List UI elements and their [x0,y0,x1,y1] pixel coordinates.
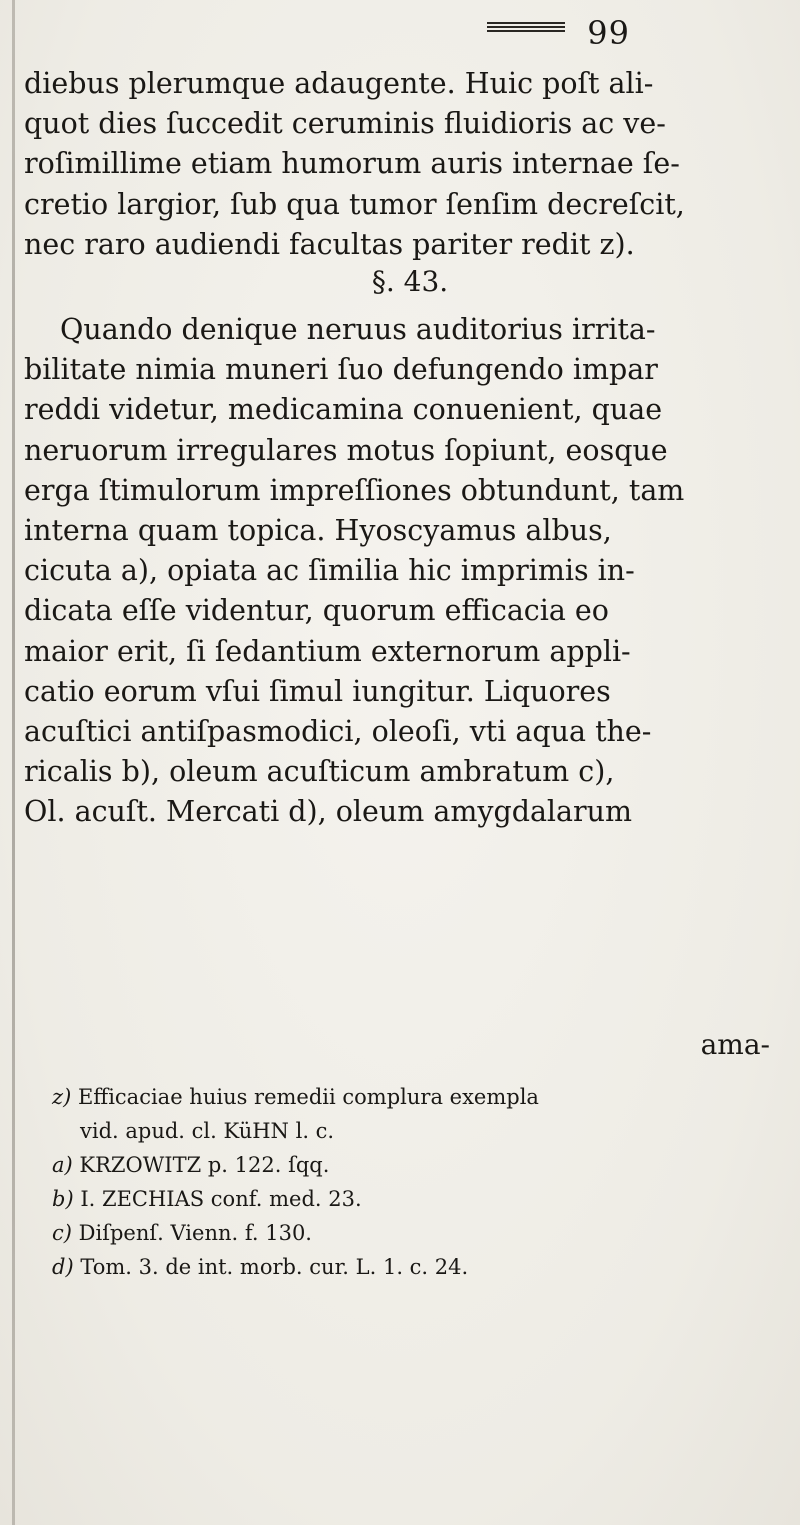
footnote-text: Diſpenſ. Vienn. f. 130. [78,1221,312,1245]
footnotes [52,1080,792,1284]
footnote-z-continued [52,1114,792,1148]
footnote-mark: z) [52,1085,72,1109]
section-heading: §. 43. [371,265,449,298]
text-line: cicuta a), opiata ac ſimilia hic imprimis in- [24,554,635,588]
footnote-a [52,1148,792,1182]
text-line: Quando denique neruus auditorius irrita- [60,313,656,346]
text-line: catio eorum vſui ſimul iungitur. Liquores [24,674,611,708]
page-number: 99 [587,14,630,52]
text-line: diebus plerumque adaugente. Huic poſt ali- [24,67,654,100]
text-line: dicata eſſe videntur, quorum efficacia eo [24,594,609,628]
text-line: quot dies ſuccedit ceruminis fluidioris ac ve- [24,107,666,141]
text-line: roſimillime etiam humorum auris internae ſe- [24,147,680,181]
footnote-text: I. ZECHIAS conf. med. 23. [80,1187,362,1211]
footnote-mark: d) [52,1255,74,1279]
footnote-b [52,1182,792,1216]
text-line: Ol. acuſt. Mercati d), oleum amygdalarum [24,795,633,829]
footnote-c [52,1216,792,1250]
text-line: bilitate nimia muneri ſuo defungendo impar [24,353,658,387]
catchword: ama- [700,1028,770,1061]
footnote-z [52,1080,792,1114]
footnote-mark: a) [52,1153,73,1177]
footnote-text: Tom. 3. de int. morb. cur. L. 1. c. 24. [80,1255,469,1279]
text-line: acuſtici antiſpasmodici, oleoſi, vti aqua the- [24,714,652,748]
footnote-text: KRZOWITZ p. 122. ſqq. [79,1153,330,1177]
footnote-mark: c) [52,1221,72,1245]
footnote-d [52,1250,792,1284]
header-ornament [487,22,565,32]
text-line: ricalis b), oleum acuſticum ambratum c), [24,755,615,789]
footnote-text: Efficaciae huius remedii complura exempla [77,1085,539,1109]
page-gutter-edge [12,0,15,1525]
text-line: cretio largior, ſub qua tumor ſenſim decreſcit, [24,187,685,221]
footnote-text: vid. apud. cl. KüHN l. c. [80,1119,335,1143]
text-line: reddi videtur, medicamina conuenient, quae [24,393,663,427]
text-line: erga ſtimulorum impreſſiones obtundunt, tam [24,473,685,507]
paragraph-2 [24,310,784,832]
footnote-mark: b) [52,1187,74,1211]
text-line: interna quam topica. Hyoscyamus albus, [24,513,612,547]
text-line: nec raro audiendi facultas pariter redit z). [24,227,635,261]
text-line: neruorum irregulares motus ſopiunt, eosque [24,433,668,467]
text-line: maior erit, ſi ſedantium externorum appli- [24,634,631,668]
paragraph-1 [24,64,784,265]
